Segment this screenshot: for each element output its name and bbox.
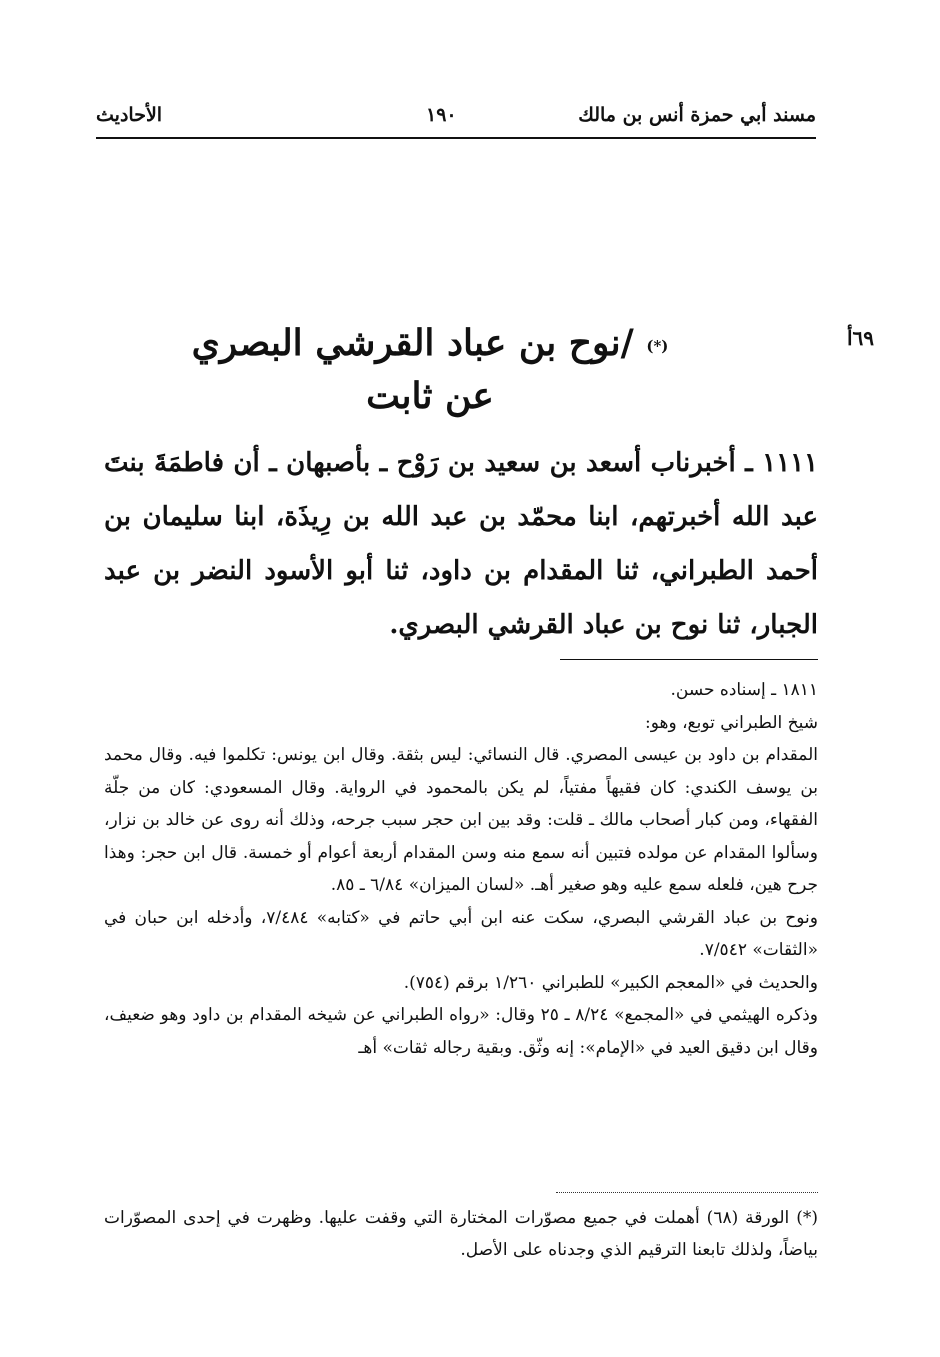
- book-title: مسند أبي حمزة أنس بن مالك: [578, 104, 816, 126]
- footnote-separator: [556, 1192, 818, 1193]
- note-line: شيخ الطبراني توبع، وهو:: [644, 712, 818, 733]
- footnote-marker: (*): [646, 337, 669, 355]
- chapter-title-line1: [150, 318, 710, 371]
- chapter-title-text: /نوح بن عباد القرشي البصري: [191, 322, 634, 364]
- header-rule: [96, 137, 816, 139]
- folio-mark: ٦٩أ: [846, 326, 874, 350]
- note-line: والحديث في «المعجم الكبير» للطبراني ١/٢٦٠ برقم (٧٥٤).: [403, 972, 818, 993]
- notes-separator: [560, 659, 818, 660]
- hadith-paragraph: ١١١١ ـ أخبرناب أسعد بن سعيد بن رَوْح ـ بأصبهان ـ أن فاطمَةَ بنتَ عبد الله أخبرتهم، ابنا محمّد بن عبد الله بن رِيذَة، ابنا سليمان بن أحمد الطبراني، ثنا المقدام بن داود، ثنا أبو الأسود النضر بن عبد الجبار، ثنا نوح بن عباد القرشي البصري.: [104, 448, 818, 640]
- commentary-notes: [104, 674, 818, 1064]
- note-line: وذكره الهيثمي في «المجمع» ٨/٢٤ ـ ٢٥ وقال: «رواه الطبراني عن شيخه المقدام بن داود وهو ضعيف، وقال ابن دقيق العيد في «الإمام»: إنه وثّق. وبقية رجاله ثقات» أهـ: [104, 1005, 818, 1058]
- page-number: ١٩٠: [426, 104, 457, 126]
- chapter-title-line2: عن ثابت: [366, 375, 494, 417]
- running-header: [96, 104, 816, 138]
- page-footnote: [104, 1202, 818, 1266]
- hadith-text: [104, 436, 818, 652]
- note-line: ونوح بن عباد القرشي البصري، سكت عنه ابن أبي حاتم في «كتابه» ٧/٤٨٤، وأدخله ابن حبان في «الثقات» ٧/٥٤٢.: [104, 907, 818, 960]
- chapter-heading: [150, 318, 710, 421]
- footnote-text: (*) الورقة (٦٨) أهملت في جميع مصوّرات المختارة التي وقفت عليها. وظهرت في إحدى المصوّرات بياضاً، ولذلك تابعنا الترقيم الذي وجدناه على الأصل.: [104, 1208, 818, 1260]
- section-title: الأحاديث: [96, 104, 163, 126]
- note-line: ١٨١١ ـ إسناده حسن.: [670, 680, 818, 700]
- note-line: المقدام بن داود بن عيسى المصري. قال النسائي: ليس بثقة. وقال ابن يونس: تكلموا فيه. وقال محمد بن يوسف الكندي: كان فقيهاً مفتياً، لم يكن بالمحمود في الرواية. وقال المسعودي: كان من جلّة الفقهاء، ومن كبار أصحاب مالك ـ قلت: وقد بين ابن حجر سبب جرحه، وذلك أنه روى عن خالد بن نزار، وسألوا المقدام عن مولده فتبين أنه سمع منه وسن المقدام أربعة أعوام أو خمسة. قال ابن حجر: وهذا جرح هين، فلعله سمع عليه وهو صغير أهـ. «لسان الميزان» ٦/٨٤ ـ ٨٥.: [104, 745, 818, 895]
